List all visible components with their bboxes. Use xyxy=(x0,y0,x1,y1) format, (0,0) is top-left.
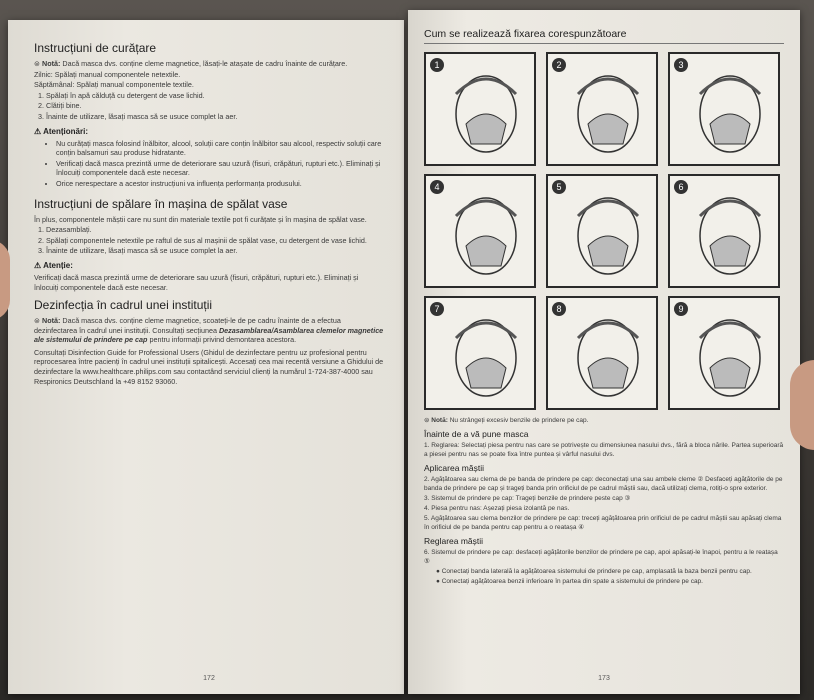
instruction: 5. Agățătoarea sau clema benzilor de prindere pe cap: treceți agățătoarea prin orificiul de pe cadrul măștii sau apăsați clema în orificiul de pe banda pentru cap pentru a o reatașa ④ xyxy=(424,515,782,531)
step: 3. Înainte de utilizare, lăsați masca să se usuce complet la aer. xyxy=(46,112,384,122)
step-number-badge: 1 xyxy=(430,58,444,72)
step: 2. Clătiți bine. xyxy=(46,101,384,111)
caution-label: Atenție: xyxy=(43,260,73,270)
step-number-badge: 9 xyxy=(674,302,688,316)
intro-text: În plus, componentele măștii care nu sunt din materiale textile pot fi curățate și în mașina de spălat vase. xyxy=(34,214,367,224)
daily-text: Zilnic: Spălați manual componentele netextile. xyxy=(34,69,181,79)
warning: • Orice nerespectare a acestor instrucțiuni va influența performanța produsului. xyxy=(56,179,384,189)
left-page xyxy=(8,20,404,694)
note-label: Notă: xyxy=(431,417,448,424)
step: 1. Spălați în apă călduță cu detergent de vase lichid. xyxy=(46,91,384,101)
note-label: Notă: xyxy=(42,316,61,326)
note-text: Dacă masca dvs. conține cleme magnetice, scoateți-le de pe cadru înainte de a efectua dezinfectarea în cadrul unei instituții. Consultați secțiunea xyxy=(34,316,341,335)
warning-icon: ⚠ xyxy=(34,126,44,136)
face-mask-illustration xyxy=(670,176,780,286)
caution-heading xyxy=(34,260,384,271)
step: 3. Înainte de utilizare, lăsați masca să se usuce complet la aer. xyxy=(46,246,384,256)
instruction: 1. Reglarea: Selectați piesa pentru nas care se potrivește cu dimensiunea nasului dvs., fără a bloca nările. Partea superioară a piesei pentru nas se poate fixa între puntea și vârful nasului dvs. xyxy=(424,442,784,458)
note-icon: ⊜ xyxy=(34,59,43,68)
illustration-2 xyxy=(546,52,658,166)
note-reference: Dezasamblarea/Asamblarea clemelor magnetice ale sistemului de prindere pe cap xyxy=(34,325,384,345)
warnings-heading xyxy=(34,126,384,137)
note-text-end: pentru informații privind demontarea acestora. xyxy=(147,335,297,345)
instruction: 6. Sistemul de prindere pe cap: desfaceți agățătorile benzilor de prindere pe cap, apoi apăsați-le înapoi, pentru a le reatașa ⑤ xyxy=(424,549,778,565)
face-mask-illustration xyxy=(548,176,658,286)
instruction: 3. Sistemul de prindere pe cap: Trageți benzile de prindere peste cap ③ xyxy=(424,495,631,502)
section-title-disinfection: Dezinfecția în cadrul unei instituții xyxy=(34,298,213,313)
section-title-cleaning: Instrucțiuni de curățare xyxy=(34,41,157,55)
face-mask-illustration xyxy=(426,176,536,286)
face-mask-illustration xyxy=(426,298,536,408)
illustration-8 xyxy=(546,296,658,410)
warning: • Nu curățați masca folosind înălbitor, alcool, soluții care conțin înălbitor sau alcool, respectiv soluții care conțin balsamuri sau produse hidratante. xyxy=(56,139,384,158)
warnings-label: Atenționări: xyxy=(43,126,88,136)
step-number-badge: 7 xyxy=(430,302,444,316)
step-number-badge: 2 xyxy=(552,58,566,72)
disinfection-body: Consultați Disinfection Guide for Professional Users (Ghidul de dezinfectare pentru uz profesional pentru reprocesarea între pacienți în cadrul unei instituții spitalicești. Accesați cea mai recentă versiune a Ghidului de dezinfectare la www.healthcare.philips.com sau contactând serviciul clienți la numărul 1-724-387-4000 sau Respironics Deutschland la +49 8152 93060. xyxy=(34,347,384,386)
illustration-3 xyxy=(668,52,780,166)
weekly-text: Săptămânal: Spălați manual componentele textile. xyxy=(34,80,194,90)
right-page-content xyxy=(424,28,784,670)
section-title-before: Înainte de a vă pune masca xyxy=(424,429,529,439)
illustration-4 xyxy=(424,174,536,288)
instruction: ● Conectați agățătoarea benzii inferioare în partea din spate a sistemului de prindere pe cap. xyxy=(436,578,703,585)
right-thumb xyxy=(790,360,814,450)
illustration-9 xyxy=(668,296,780,410)
face-mask-illustration xyxy=(670,54,780,164)
page-number: 173 xyxy=(598,675,610,682)
cleaning-steps xyxy=(34,91,384,122)
instruction: 4. Piesa pentru nas: Așezați piesa izolantă pe nas. xyxy=(424,505,570,512)
section-title-apply: Aplicarea măștii xyxy=(424,463,484,473)
warning-icon: ⚠ xyxy=(34,260,44,270)
face-mask-illustration xyxy=(670,298,780,408)
section-title-adjust: Reglarea măștii xyxy=(424,536,484,546)
note xyxy=(424,416,784,425)
instruction: 2. Agățătoarea sau clema de pe banda de prindere pe cap: deconectați una sau ambele cleme ② Desfaceți agățătorile de pe banda de prindere pe cap și trageți banda prin orificiul de pe cadrul măștii sau, dacă utilizați clema, rotiți-o spre exterior. xyxy=(424,476,783,492)
note-icon: ⊜ xyxy=(424,417,432,424)
dishwasher-steps xyxy=(34,225,384,256)
note-label: Notă: xyxy=(42,59,61,68)
note-text: Dacă masca dvs. conține cleme magnetice, lăsați-le atașate de cadru înainte de curățare. xyxy=(62,59,348,68)
step-number-badge: 3 xyxy=(674,58,688,72)
warnings-list xyxy=(34,139,384,189)
step-number-badge: 6 xyxy=(674,180,688,194)
instruction: ● Conectați banda laterală la agățătoarea sistemului de prindere pe cap, amplasată la baza benzii pentru cap. xyxy=(436,568,752,575)
fitting-title: Cum se realizează fixarea corespunzătoare xyxy=(424,28,784,44)
section-title-dishwasher: Instrucțiuni de spălare în mașina de spălat vase xyxy=(34,196,288,211)
warning: • Verificați dacă masca prezintă urme de deteriorare sau uzură (fisuri, crăpături, rupturi etc.). Eliminați și înlocuiți componentele dacă este necesar. xyxy=(56,159,384,178)
note-icon: ⊜ xyxy=(34,316,43,326)
left-page-content xyxy=(34,36,384,670)
illustration-1 xyxy=(424,52,536,166)
face-mask-illustration xyxy=(548,54,658,164)
illustration-7 xyxy=(424,296,536,410)
fitting-illustrations xyxy=(424,52,784,410)
caution-text: Verificați dacă masca prezintă urme de deteriorare sau uzură (fisuri, crăpături, rupturi etc.). Eliminați și înlocuiți componentele dacă este necesar. xyxy=(34,272,359,292)
step: 2. Spălați componentele netextile pe raftul de sus al mașinii de spălat vase, cu detergent de vase lichid. xyxy=(46,236,384,246)
step-number-badge: 8 xyxy=(552,302,566,316)
right-page xyxy=(408,10,800,694)
illustration-5 xyxy=(546,174,658,288)
illustration-6 xyxy=(668,174,780,288)
note xyxy=(34,316,384,345)
face-mask-illustration xyxy=(426,54,536,164)
step-number-badge: 4 xyxy=(430,180,444,194)
step: 1. Dezasamblați. xyxy=(46,225,384,235)
note xyxy=(34,59,384,69)
page-number: 172 xyxy=(203,675,215,682)
note-text: Nu strângeți excesiv benzile de prindere pe cap. xyxy=(449,417,589,424)
face-mask-illustration xyxy=(548,298,658,408)
step-number-badge: 5 xyxy=(552,180,566,194)
